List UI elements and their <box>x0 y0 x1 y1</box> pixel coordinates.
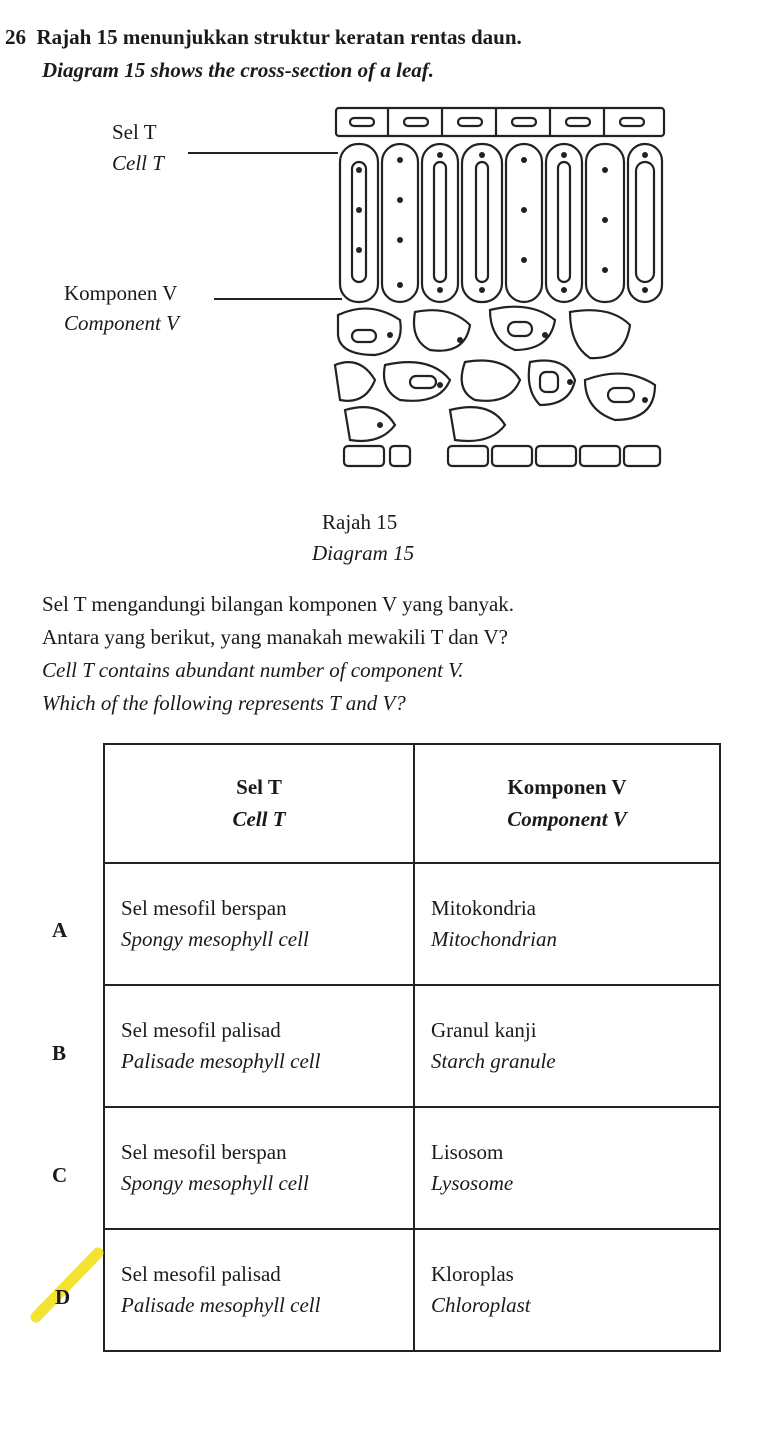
stem-line-malay-2: Antara yang berikut, yang manakah mewakili T dan V? <box>42 625 508 649</box>
question-line-malay: Rajah 15 menunjukkan struktur keratan rentas daun. <box>36 25 522 49</box>
palisade-cells <box>340 144 662 302</box>
header-cell-t <box>104 744 414 863</box>
cell-english: Chloroplast <box>431 1293 531 1317</box>
upper-epidermis <box>336 108 664 136</box>
option-a-cell-t <box>104 863 414 985</box>
cell-malay: Mitokondria <box>431 895 536 920</box>
label-line-cell-t <box>188 152 338 154</box>
cell-malay: Granul kanji <box>431 1017 537 1042</box>
cell-malay: Sel mesofil berspan <box>121 895 287 920</box>
option-letter-a[interactable]: A <box>52 918 68 942</box>
cell-english: Palisade mesophyll cell <box>121 1293 321 1317</box>
option-letter-d[interactable]: D <box>55 1285 71 1309</box>
option-row-c[interactable] <box>104 1107 720 1229</box>
label-component-v-malay: Komponen V <box>64 281 178 305</box>
question-line-english: Diagram 15 shows the cross-section of a leaf. <box>42 58 435 82</box>
option-row-b[interactable] <box>104 985 720 1107</box>
diagram-caption-english: Diagram 15 <box>312 541 415 565</box>
cell-malay: Lisosom <box>431 1139 504 1164</box>
leaf-cross-section-diagram <box>330 100 670 475</box>
stem-line-english-1: Cell T contains abundant number of component V. <box>42 658 464 682</box>
option-row-a[interactable] <box>104 863 720 985</box>
cell-english: Spongy mesophyll cell <box>121 927 309 951</box>
diagram-caption-malay: Rajah 15 <box>322 510 398 534</box>
question-heading <box>5 27 522 48</box>
cell-english: Lysosome <box>431 1171 514 1195</box>
header-component-v <box>414 744 720 863</box>
option-letter-c[interactable]: C <box>52 1163 68 1187</box>
cell-english: Palisade mesophyll cell <box>121 1049 321 1073</box>
answer-options-table <box>103 743 721 1352</box>
option-d-component-v <box>414 1229 720 1351</box>
cell-malay: Sel mesofil palisad <box>121 1261 281 1286</box>
stem-line-english-2: Which of the following represents T and V? <box>42 691 406 715</box>
cell-malay: Sel mesofil berspan <box>121 1139 287 1164</box>
cell-malay: Sel mesofil palisad <box>121 1017 281 1042</box>
stem-line-malay-1: Sel T mengandungi bilangan komponen V yang banyak. <box>42 592 515 616</box>
spongy-mesophyll-cells <box>335 307 655 441</box>
cell-english: Spongy mesophyll cell <box>121 1171 309 1195</box>
option-b-cell-t <box>104 985 414 1107</box>
header-component-v-english: Component V <box>507 806 627 831</box>
cell-english: Mitochondrian <box>431 927 557 951</box>
header-cell-t-malay: Sel T <box>236 775 282 799</box>
question-number: 26 <box>5 25 26 49</box>
label-component-v-english: Component V <box>64 311 179 335</box>
table-header-row <box>104 744 720 863</box>
header-cell-t-english: Cell T <box>232 806 286 831</box>
header-component-v-malay: Komponen V <box>507 775 627 799</box>
lower-epidermis <box>344 446 660 466</box>
option-row-d[interactable] <box>104 1229 720 1351</box>
label-cell-t-malay: Sel T <box>112 120 157 144</box>
option-d-cell-t <box>104 1229 414 1351</box>
label-line-component-v <box>214 298 342 300</box>
cell-malay: Kloroplas <box>431 1261 514 1286</box>
label-cell-t-english: Cell T <box>112 151 164 175</box>
option-a-component-v <box>414 863 720 985</box>
option-letter-b[interactable]: B <box>52 1041 67 1065</box>
cell-english: Starch granule <box>431 1049 556 1073</box>
option-c-component-v <box>414 1107 720 1229</box>
option-b-component-v <box>414 985 720 1107</box>
option-c-cell-t <box>104 1107 414 1229</box>
